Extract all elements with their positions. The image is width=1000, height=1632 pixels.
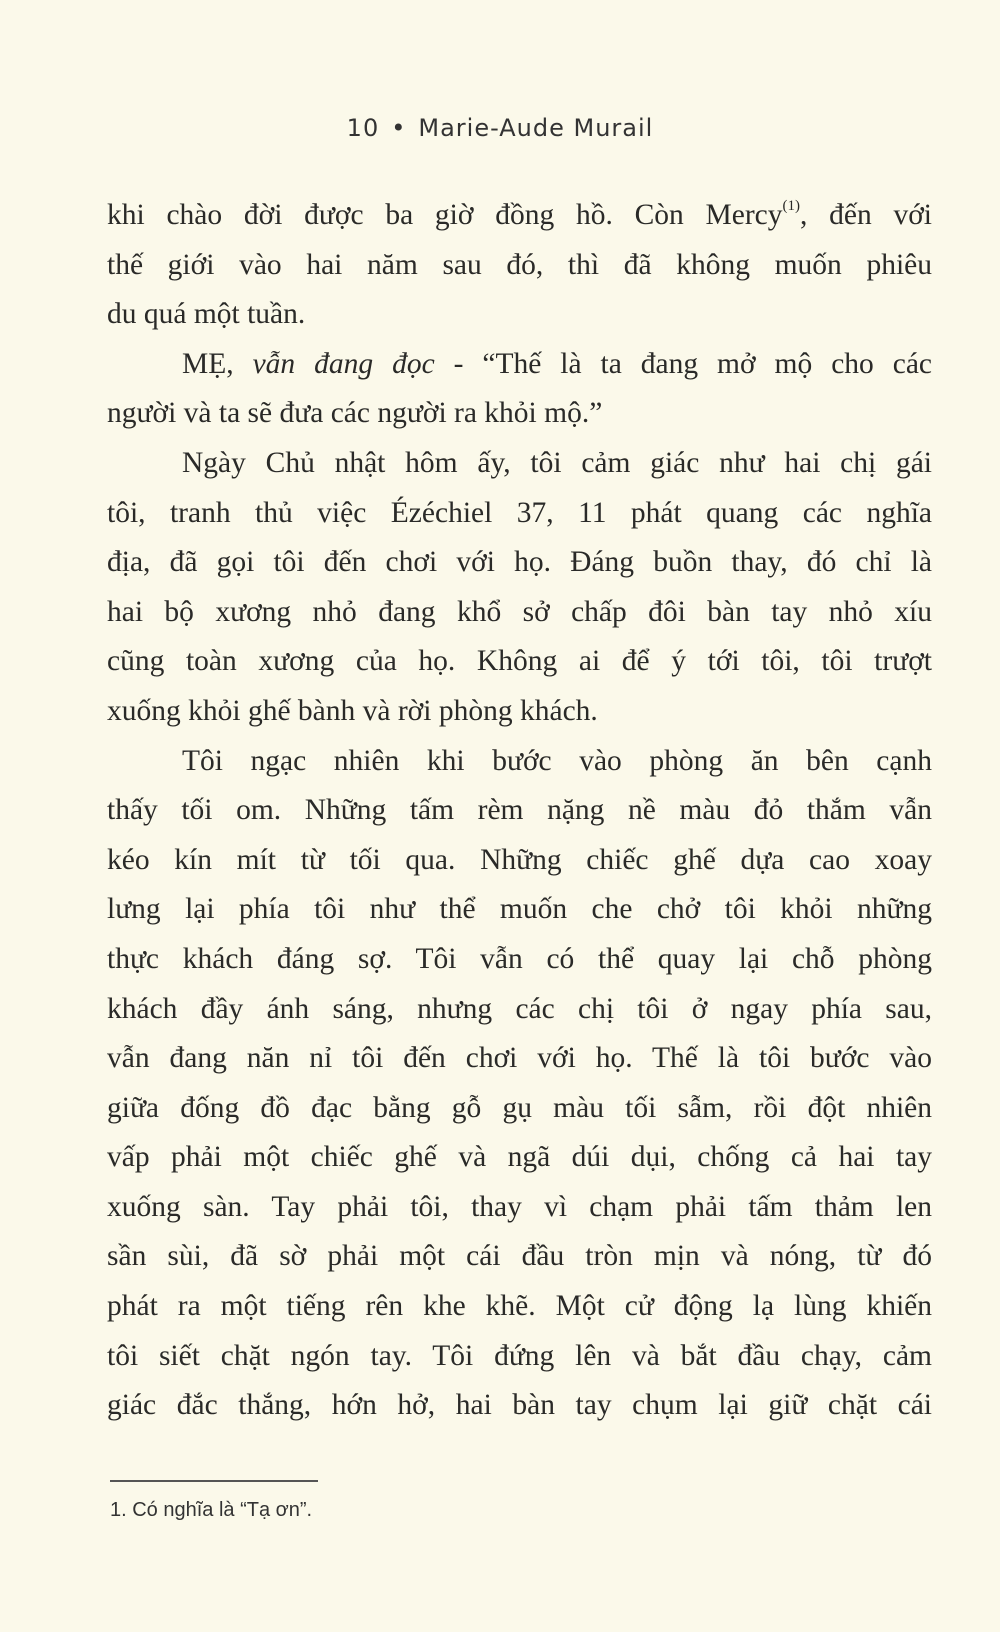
- text-line: [107, 885, 932, 935]
- text-segment: giữa đống đồ đạc bằng gỗ gụ màu tối sẫm, rồi đột nhiên: [107, 1091, 932, 1124]
- text-segment: vấp phải một chiếc ghế và ngã dúi dụi, chống cả hai tay: [107, 1141, 932, 1174]
- text-line: [107, 340, 932, 390]
- footnote: 1. Có nghĩa là “Tạ ơn”.: [110, 1499, 313, 1521]
- separator-bullet: •: [391, 114, 407, 142]
- text-segment: xuống sàn. Tay phải tôi, thay vì chạm phải tấm thảm len: [107, 1190, 932, 1223]
- text-segment: khi chào đời được ba giờ đồng hồ. Còn Mercy: [107, 199, 783, 231]
- text-line: [107, 1332, 932, 1382]
- text-segment: thế giới vào hai năm sau đó, thì đã không muốn phiêu: [107, 248, 932, 281]
- text-segment: , đến với: [800, 199, 933, 231]
- paragraph: [107, 340, 932, 439]
- text-line: [107, 489, 932, 539]
- text-line: [107, 290, 932, 340]
- text-segment: địa, đã gọi tôi đến chơi với họ. Đáng buồn thay, đó chỉ là: [107, 546, 932, 579]
- text-segment: tôi, tranh thủ việc Ézéchiel 37, 11 phát quang các nghĩa: [107, 496, 932, 529]
- text-segment: giác đắc thắng, hớn hở, hai bàn tay chụm lại giữ chặt cái: [107, 1389, 932, 1422]
- text-line: [107, 687, 932, 737]
- text-line: [107, 1183, 932, 1233]
- paragraph: [107, 439, 932, 737]
- text-segment: kéo kín mít từ tối qua. Những chiếc ghế dựa cao xoay: [107, 843, 932, 876]
- text-line: [107, 985, 932, 1035]
- text-line: [107, 1084, 932, 1134]
- paragraph: [107, 191, 932, 340]
- footnote-divider: [110, 1480, 318, 1482]
- text-segment: khách đầy ánh sáng, nhưng các chị tôi ở ngay phía sau,: [107, 992, 932, 1025]
- text-segment: xuống khỏi ghế bành và rời phòng khách.: [107, 694, 598, 727]
- stage-direction: vẫn đang đọc: [252, 347, 435, 380]
- text-line: [107, 637, 932, 687]
- text-segment: thấy tối om. Những tấm rèm nặng nề màu đỏ thắm vẫn: [107, 794, 932, 827]
- text-segment: du quá một tuần.: [107, 298, 306, 331]
- text-line: [107, 1232, 932, 1282]
- body-text: [107, 191, 932, 1431]
- text-line: [107, 1381, 932, 1431]
- text-segment: Ngày Chủ nhật hôm ấy, tôi cảm giác như hai chị gái: [182, 446, 932, 479]
- text-segment: người và ta sẽ đưa các người ra khỏi mộ.”: [107, 397, 603, 430]
- text-segment: MẸ,: [182, 347, 253, 380]
- text-line: [107, 241, 932, 291]
- text-line: [107, 439, 932, 489]
- text-segment: thực khách đáng sợ. Tôi vẫn có thể quay lại chỗ phòng: [107, 942, 932, 975]
- text-line: [107, 836, 932, 886]
- text-segment: hai bộ xương nhỏ đang khổ sở chấp đôi bàn tay nhỏ xíu: [107, 595, 932, 628]
- paragraph: [107, 737, 932, 1431]
- text-line: [107, 786, 932, 836]
- text-segment: - “Thế là ta đang mở mộ cho các: [434, 347, 933, 380]
- text-segment: sần sùi, đã sờ phải một cái đầu tròn mịn và nóng, từ đó: [107, 1240, 932, 1273]
- text-line: [107, 935, 932, 985]
- text-line: [107, 1034, 932, 1084]
- text-line: [107, 1133, 932, 1183]
- text-line: [107, 389, 932, 439]
- text-line: [107, 538, 932, 588]
- running-head: [0, 114, 1000, 142]
- footnote-marker: (1): [782, 198, 800, 214]
- text-line: [107, 737, 932, 787]
- author-name: Marie-Aude Murail: [418, 114, 654, 142]
- text-segment: lưng lại phía tôi như thể muốn che chở tôi khỏi những: [107, 893, 932, 926]
- text-segment: cũng toàn xương của họ. Không ai để ý tới tôi, tôi trượt: [107, 645, 932, 678]
- text-line: [107, 1282, 932, 1332]
- text-segment: tôi siết chặt ngón tay. Tôi đứng lên và bắt đầu chạy, cảm: [107, 1339, 932, 1372]
- text-segment: Tôi ngạc nhiên khi bước vào phòng ăn bên cạnh: [182, 744, 932, 777]
- text-line: [107, 588, 932, 638]
- text-line: [107, 191, 932, 241]
- text-segment: vẫn đang năn nỉ tôi đến chơi với họ. Thế là tôi bước vào: [107, 1042, 932, 1075]
- page-number: 10: [346, 114, 380, 142]
- text-segment: phát ra một tiếng rên khe khẽ. Một cử động lạ lùng khiến: [107, 1290, 932, 1323]
